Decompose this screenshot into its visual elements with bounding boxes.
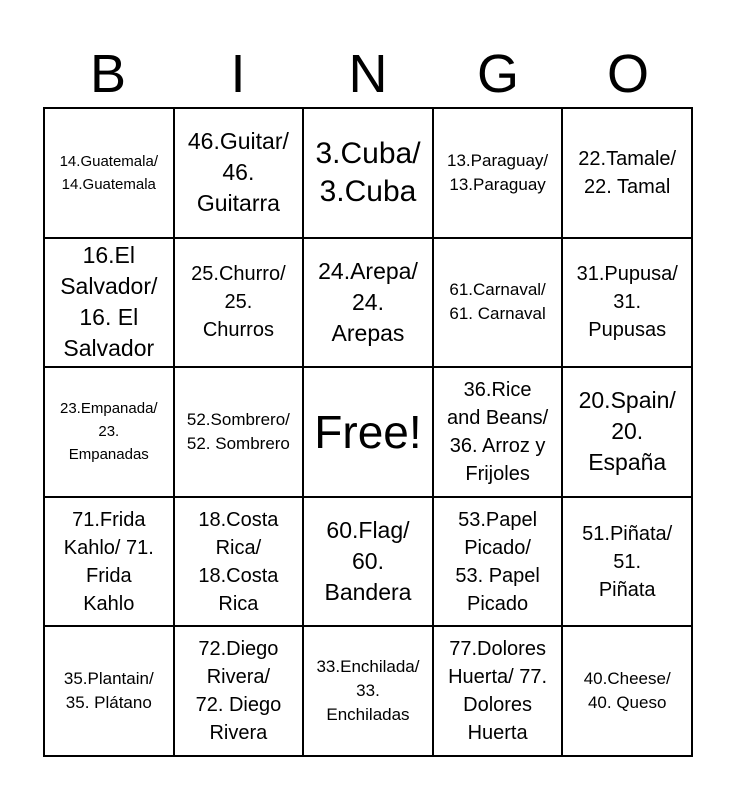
bingo-cell[interactable]: 52.Sombrero/ 52. Sombrero (174, 367, 304, 497)
bingo-cell[interactable]: 46.Guitar/ 46. Guitarra (174, 108, 304, 238)
free-cell[interactable]: Free! (303, 367, 433, 497)
bingo-cell[interactable]: 20.Spain/ 20. España (562, 367, 692, 497)
bingo-cell[interactable]: 60.Flag/ 60. Bandera (303, 497, 433, 627)
bingo-cell[interactable]: 72.Diego Rivera/ 72. Diego Rivera (174, 626, 304, 756)
bingo-cell[interactable]: 18.Costa Rica/ 18.Costa Rica (174, 497, 304, 627)
header-letter-b: B (89, 44, 127, 104)
bingo-header (43, 40, 693, 108)
bingo-cell[interactable]: 14.Guatemala/ 14.Guatemala (44, 108, 174, 238)
bingo-cell[interactable]: 35.Plantain/ 35. Plátano (44, 626, 174, 756)
bingo-cell[interactable]: 40.Cheese/ 40. Queso (562, 626, 692, 756)
bingo-cell[interactable]: 16.El Salvador/ 16. El Salvador (44, 238, 174, 368)
bingo-cell[interactable]: 25.Churro/ 25. Churros (174, 238, 304, 368)
bingo-cell[interactable]: 24.Arepa/ 24. Arepas (303, 238, 433, 368)
header-letter-g: G (476, 44, 519, 104)
header-letter-i: I (230, 44, 246, 104)
bingo-cell[interactable]: 61.Carnaval/ 61. Carnaval (433, 238, 563, 368)
bingo-cell[interactable]: 53.Papel Picado/ 53. Papel Picado (433, 497, 563, 627)
bingo-cell[interactable]: 22.Tamale/ 22. Tamal (562, 108, 692, 238)
bingo-cell[interactable]: 13.Paraguay/ 13.Paraguay (433, 108, 563, 238)
bingo-cell[interactable]: 51.Piñata/ 51. Piñata (562, 497, 692, 627)
bingo-cell[interactable]: 23.Empanada/ 23. Empanadas (44, 367, 174, 497)
bingo-cell[interactable]: 3.Cuba/ 3.Cuba (303, 108, 433, 238)
bingo-cell[interactable]: 71.Frida Kahlo/ 71. Frida Kahlo (44, 497, 174, 627)
bingo-cell[interactable]: 77.Dolores Huerta/ 77. Dolores Huerta (433, 626, 563, 756)
bingo-grid (43, 107, 693, 757)
header-letter-n: N (348, 44, 388, 104)
bingo-cell[interactable]: 31.Pupusa/ 31. Pupusas (562, 238, 692, 368)
bingo-cell[interactable]: 33.Enchilada/ 33. Enchiladas (303, 626, 433, 756)
bingo-cell[interactable]: 36.Rice and Beans/ 36. Arroz y Frijoles (433, 367, 563, 497)
header-letter-o: O (606, 44, 649, 104)
